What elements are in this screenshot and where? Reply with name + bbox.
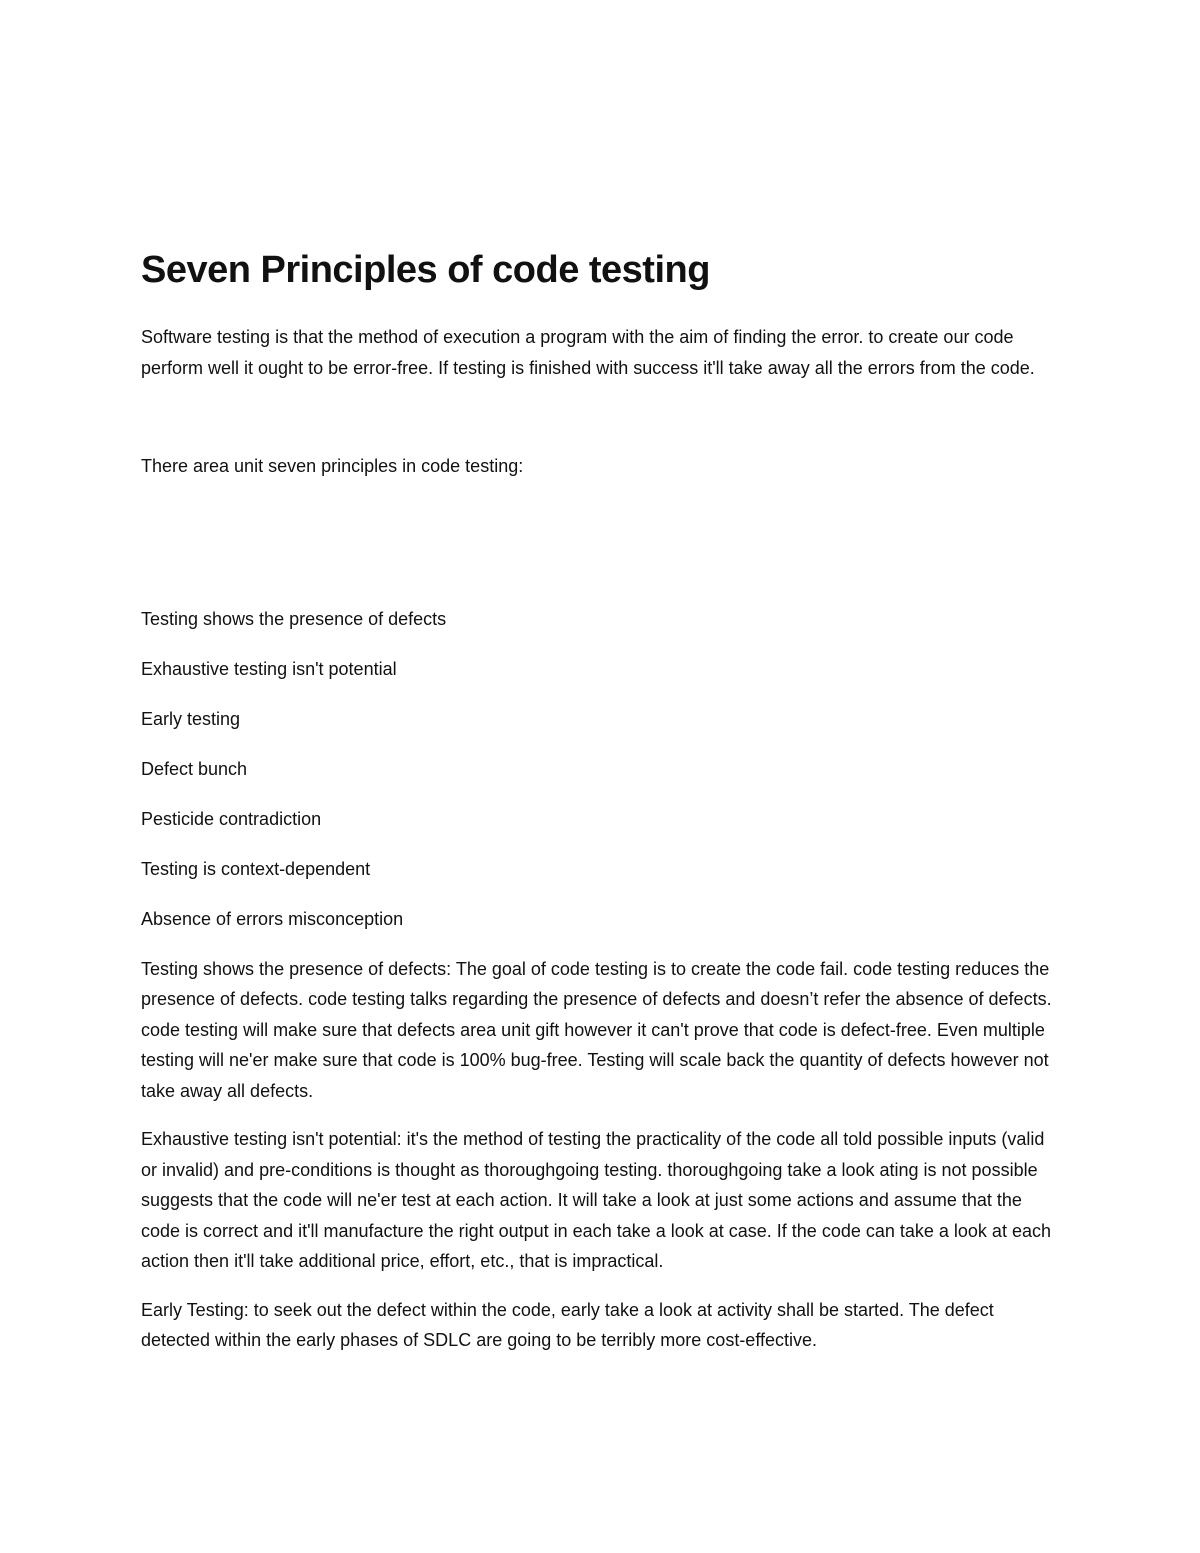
intro-paragraph: Software testing is that the method of execution a program with the aim of finding the error. to create our code perform well it ought to be error-free. If testing is finished with success it'll take away all the errors from the code. — [141, 327, 1035, 378]
principle-item-3: Early testing — [141, 708, 241, 729]
principle-item-2: Exhaustive testing isn't potential — [141, 658, 397, 679]
detail-paragraph-exhaustive-testing: Exhaustive testing isn't potential: it's the method of testing the practicality of the code all told possible inputs (valid or invalid) and pre-conditions is thought as thoroughgoing testing. thoroughgoing take a look ating is not possible suggests that the code will ne'er test at each action. It will take a look at just some actions and assume that the code is correct and it'll manufacture the right output in each take a look at case. If the code can take a look at each action then it'll take additional price, effort, etc., that is impractical. — [141, 1129, 1051, 1271]
principle-item-6: Testing is context-dependent — [141, 858, 371, 879]
principle-item-4: Defect bunch — [141, 758, 248, 779]
principles-lead-paragraph: There area unit seven principles in code testing: — [141, 456, 524, 476]
detail-paragraph-early-testing: Early Testing: to seek out the defect within the code, early take a look at activity shall be started. The defect detected within the early phases of SDLC are going to be terribly more cost-effective. — [141, 1299, 994, 1350]
principle-item-5: Pesticide contradiction — [141, 808, 322, 829]
document-content — [141, 248, 1056, 1356]
detail-paragraph-presence-of-defects: Testing shows the presence of defects: The goal of code testing is to create the code fail. code testing reduces the presence of defects. code testing talks regarding the presence of defects and doesn’t refer the absence of defects. code testing will make sure that defects area unit gift however it can't prove that code is defect-free. Even multiple testing will ne'er make sure that code is 100% bug-free. Testing will scale back the quantity of defects however not take away all defects. — [141, 958, 1052, 1101]
document-title: Seven Principles of code testing — [141, 249, 710, 291]
principle-item-1: Testing shows the presence of defects — [141, 608, 447, 629]
principles-list — [141, 604, 1056, 934]
principle-item-7: Absence of errors misconception — [141, 908, 404, 929]
principle-details — [141, 954, 1056, 1356]
